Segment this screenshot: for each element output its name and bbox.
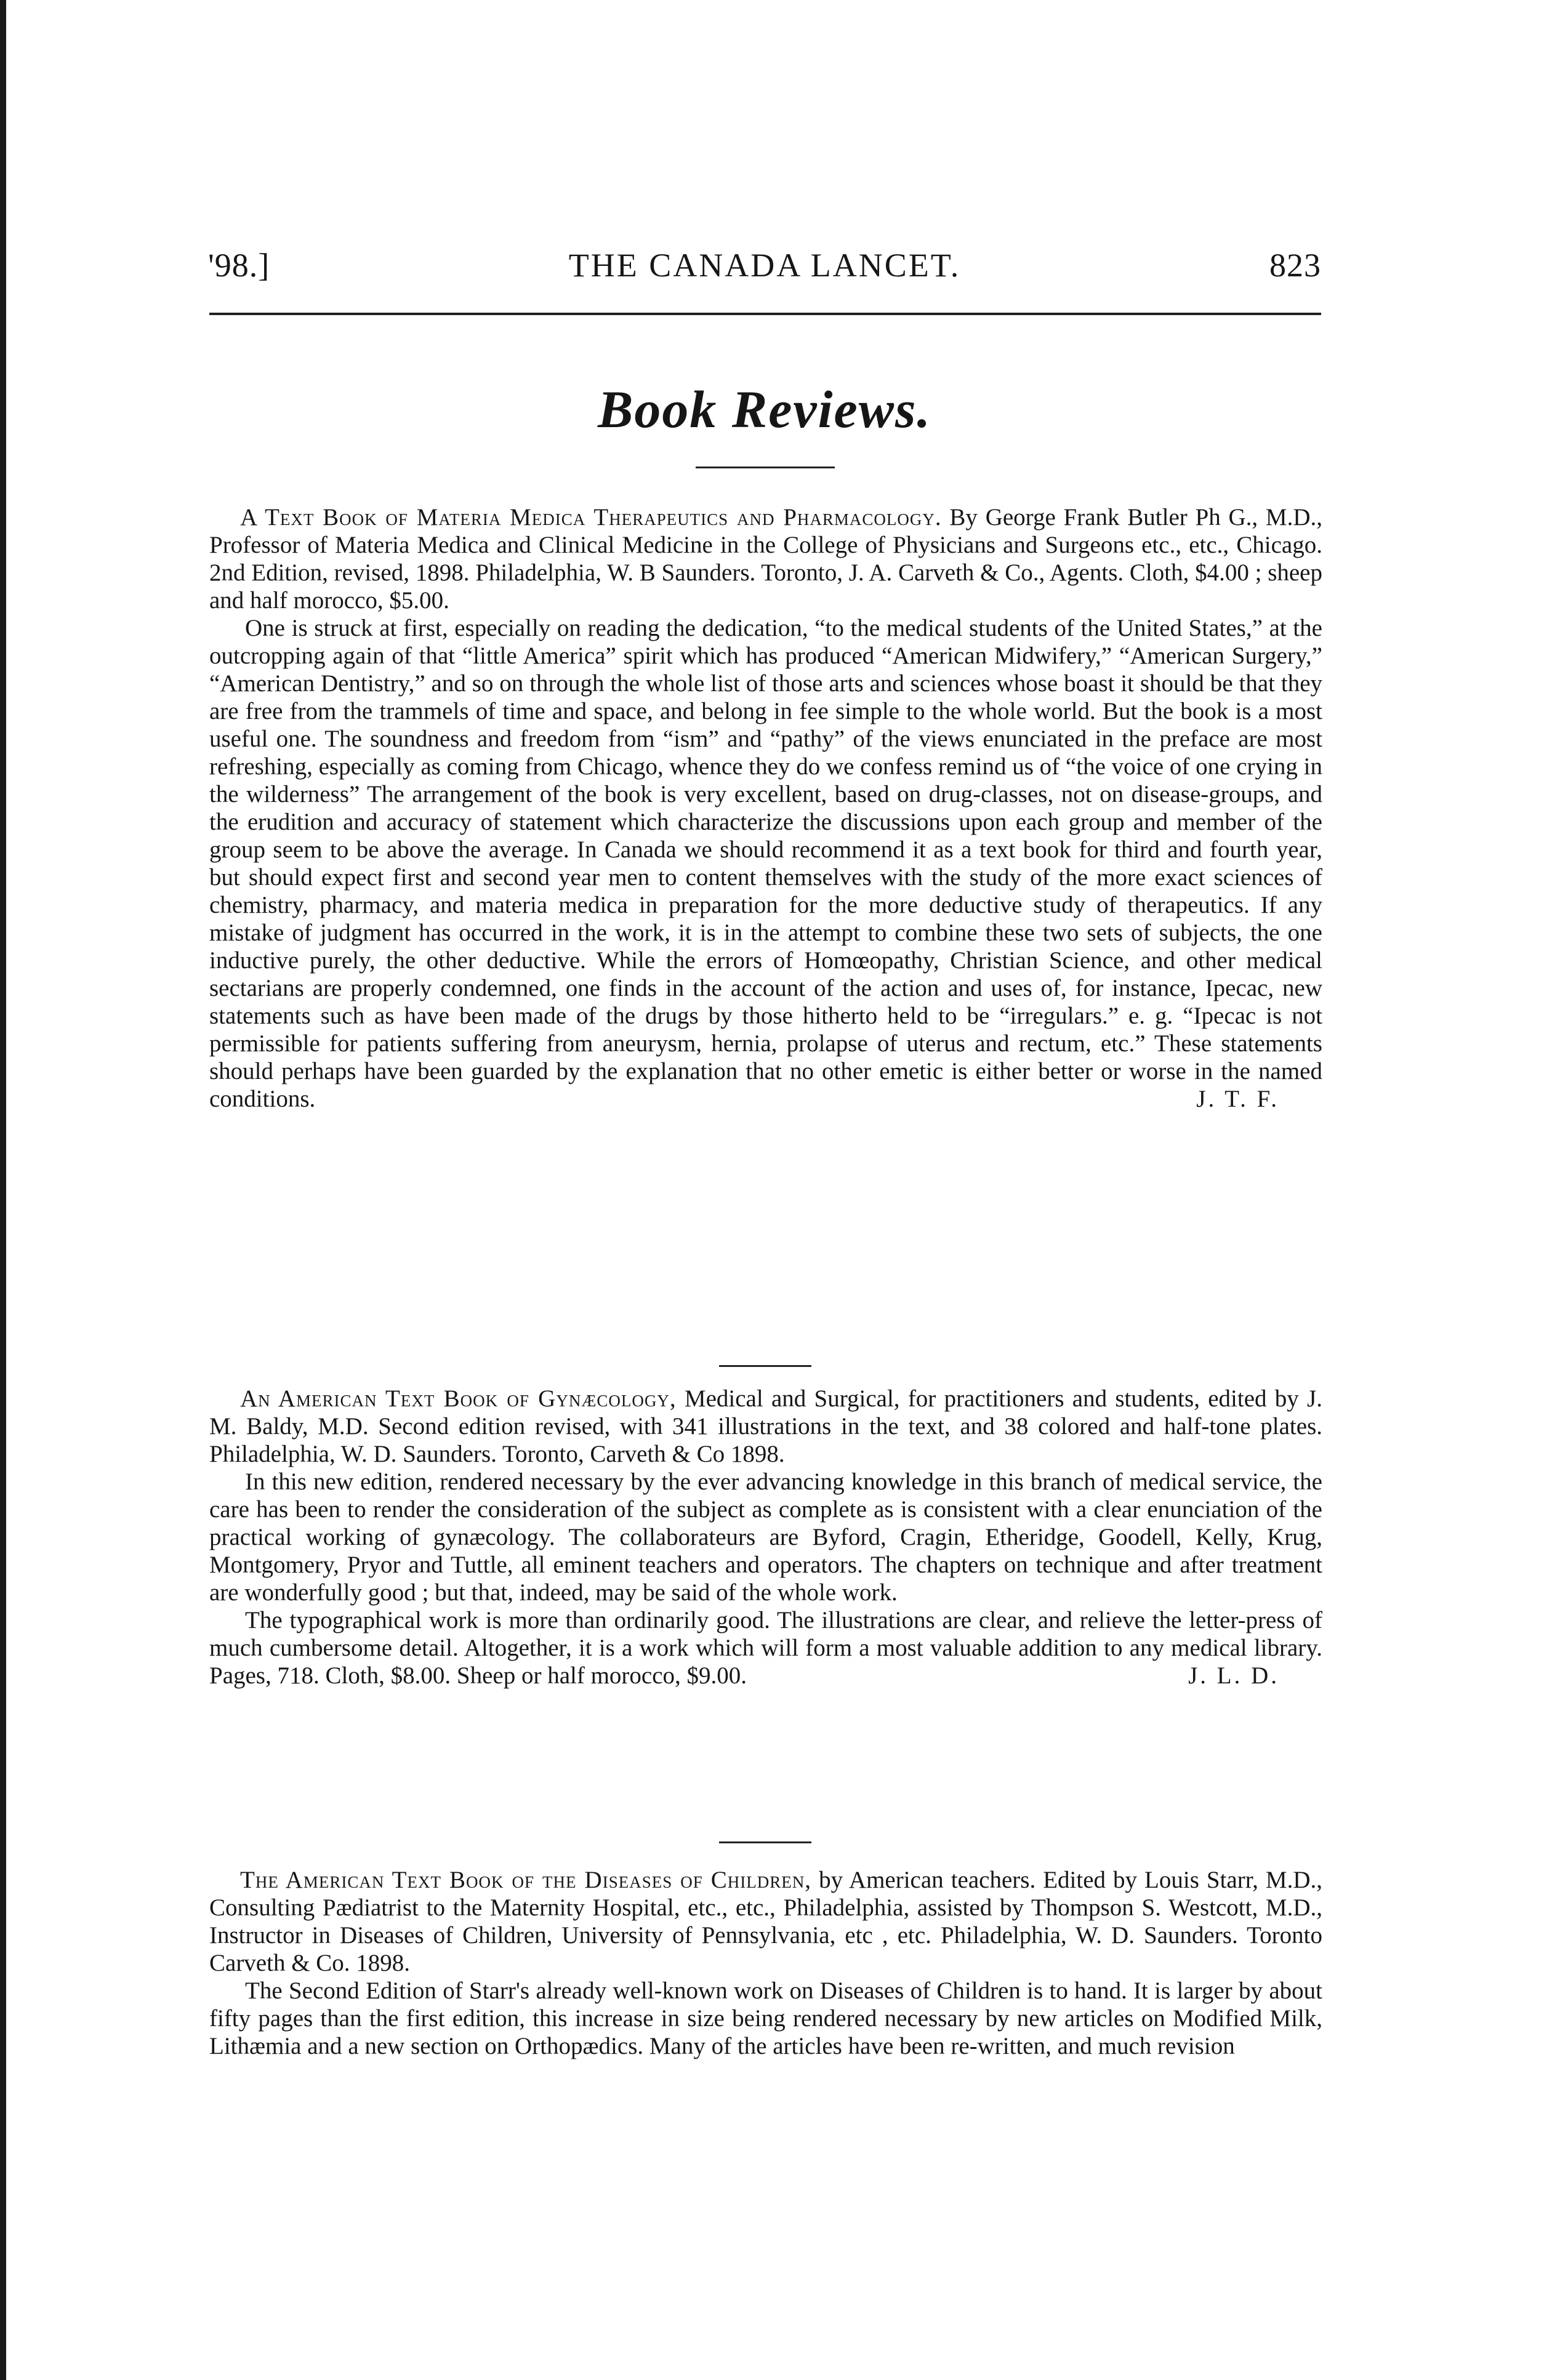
section-title: Book Reviews.	[598, 380, 931, 439]
page-edge-border	[0, 0, 6, 2380]
review-diseases-of-children	[209, 1866, 1322, 2060]
section-title-rule	[696, 467, 835, 468]
review-citation	[209, 1866, 1322, 1977]
review-book-details: by American teachers. Edited by Louis Starr, M.D., Consulting Pædiatrist to the Maternity Hospital, etc., etc., Philadelphia, assisted by Thompson S. Westcott, M.D., Instructor in Diseases of Children, University of Pennsylvania, etc , etc. Philadelphia, W. D. Saunders. Toronto Carveth & Co. 1898.	[209, 1867, 1323, 1976]
review-body-text: One is struck at first, especially on reading the dedication, “to the medical students of the United States,” at the outcropping again of that “little America” spirit which has produced “American Midwifery,” “American Surgery,” “American Dentistry,” and so on through the whole list of those arts and sciences whose boast it should be that they are free from the trammels of time and space, and belong in fee simple to the whole world. But the book is a most useful one. The soundness and freedom from “ism” and “pathy” of the views enunciated in the preface are most refreshing, especially as coming from Chicago, whence they do we confess remind us of “the voice of one crying in the wilderness” The arrangement of the book is very excellent, based on drug-classes, not on disease-groups, and the erudition and accuracy of statement which characterize the discussions upon each group and member of the group seem to be above the average. In Canada we should recommend it as a text book for third and fourth year, but should expect first and second year men to content themselves with the study of the more exact sciences of chemistry, pharmacy, and materia medica in preparation for the more deductive study of therapeutics. If any mistake of judgment has occurred in the work, it is in the attempt to combine these two sets of subjects, the one inductive purely, the other deductive. While the errors of Homœopathy, Christian Science, and other medical sectarians are properly condemned, one finds in the account of the action and uses of, for instance, Ipecac, new statements such as have been made of the drugs by those hitherto held to be “irregulars.” e. g. “Ipecac is not permissible for patients suffering from aneurysm, hernia, prolapse of uterus and rectum, etc.” These statements should perhaps have been guarded by the explanation that no other emetic is either better or worse in the named conditions.	[209, 615, 1322, 1112]
review-separator-rule	[719, 1365, 811, 1367]
review-paragraph	[209, 1606, 1322, 1689]
review-book-title: An American Text Book of Gynæcology,	[240, 1385, 677, 1412]
review-citation	[209, 503, 1322, 614]
page-number: 823	[1269, 247, 1321, 284]
review-book-details: Medical and Surgical, for practitioners and students, edited by J. M. Baldy, M.D. Second edition revised, with 341 illustrations in the text, and 38 colored and half-tone plates. Philadelphia, W. D. Saunders. Toronto, Carveth & Co 1898.	[209, 1385, 1322, 1467]
review-book-details: By George Frank Butler Ph G., M.D., Professor of Materia Medica and Clinical Medicine in the College of Physicians and Surgeons etc., etc., Chicago. 2nd Edition, revised, 1898. Philadelphia, W. B Saunders. Toronto, J. A. Carveth & Co., Agents. Cloth, $4.00 ; sheep and half morocco, $5.00.	[209, 504, 1322, 614]
review-book-title: The American Text Book of the Diseases of Children,	[240, 1867, 812, 1893]
review-materia-medica	[209, 503, 1322, 1113]
review-book-title: A Text Book of Materia Medica Therapeutics and Pharmacology.	[240, 504, 942, 531]
review-body-text: The typographical work is more than ordinarily good. The illustrations are clear, and relieve the letter-press of much cumbersome detail. Altogether, it is a work which will form a most valuable addition to any medical library. Pages, 718. Cloth, $8.00. Sheep or half morocco, $9.00.	[209, 1607, 1322, 1689]
review-paragraph	[209, 1468, 1322, 1606]
review-signature: J. L. D.	[1188, 1662, 1279, 1689]
review-citation	[209, 1385, 1322, 1468]
review-body-text: The Second Edition of Starr's already well-known work on Diseases of Children is to hand. It is larger by about fifty pages than the first edition, this increase in size being rendered necessary by new articles on Modified Milk, Lithæmia and a new section on Orthopædics. Many of the articles have been re-written, and much revision	[209, 1977, 1322, 2059]
review-signature: J. T. F.	[1196, 1086, 1279, 1112]
journal-title: THE CANADA LANCET.	[568, 247, 961, 284]
review-body-text: In this new edition, rendered necessary by the ever advancing knowledge in this branch of medical service, the care has been to render the consideration of the subject as complete as is consistent with a clear enunciation of the practical working of gynæcology. The collaborateurs are Byford, Cragin, Etheridge, Goodell, Kelly, Krug, Montgomery, Pryor and Tuttle, all eminent teachers and operators. The chapters on technique and after treatment are wonderfully good ; but that, indeed, may be said of the whole work.	[209, 1468, 1322, 1606]
header-rule	[209, 313, 1321, 315]
running-header	[208, 246, 1321, 289]
review-gynaecology	[209, 1385, 1322, 1689]
review-separator-rule	[719, 1841, 811, 1843]
header-volume-year: '98.]	[208, 247, 270, 284]
review-paragraph	[209, 1977, 1322, 2060]
review-paragraph	[209, 614, 1322, 1113]
